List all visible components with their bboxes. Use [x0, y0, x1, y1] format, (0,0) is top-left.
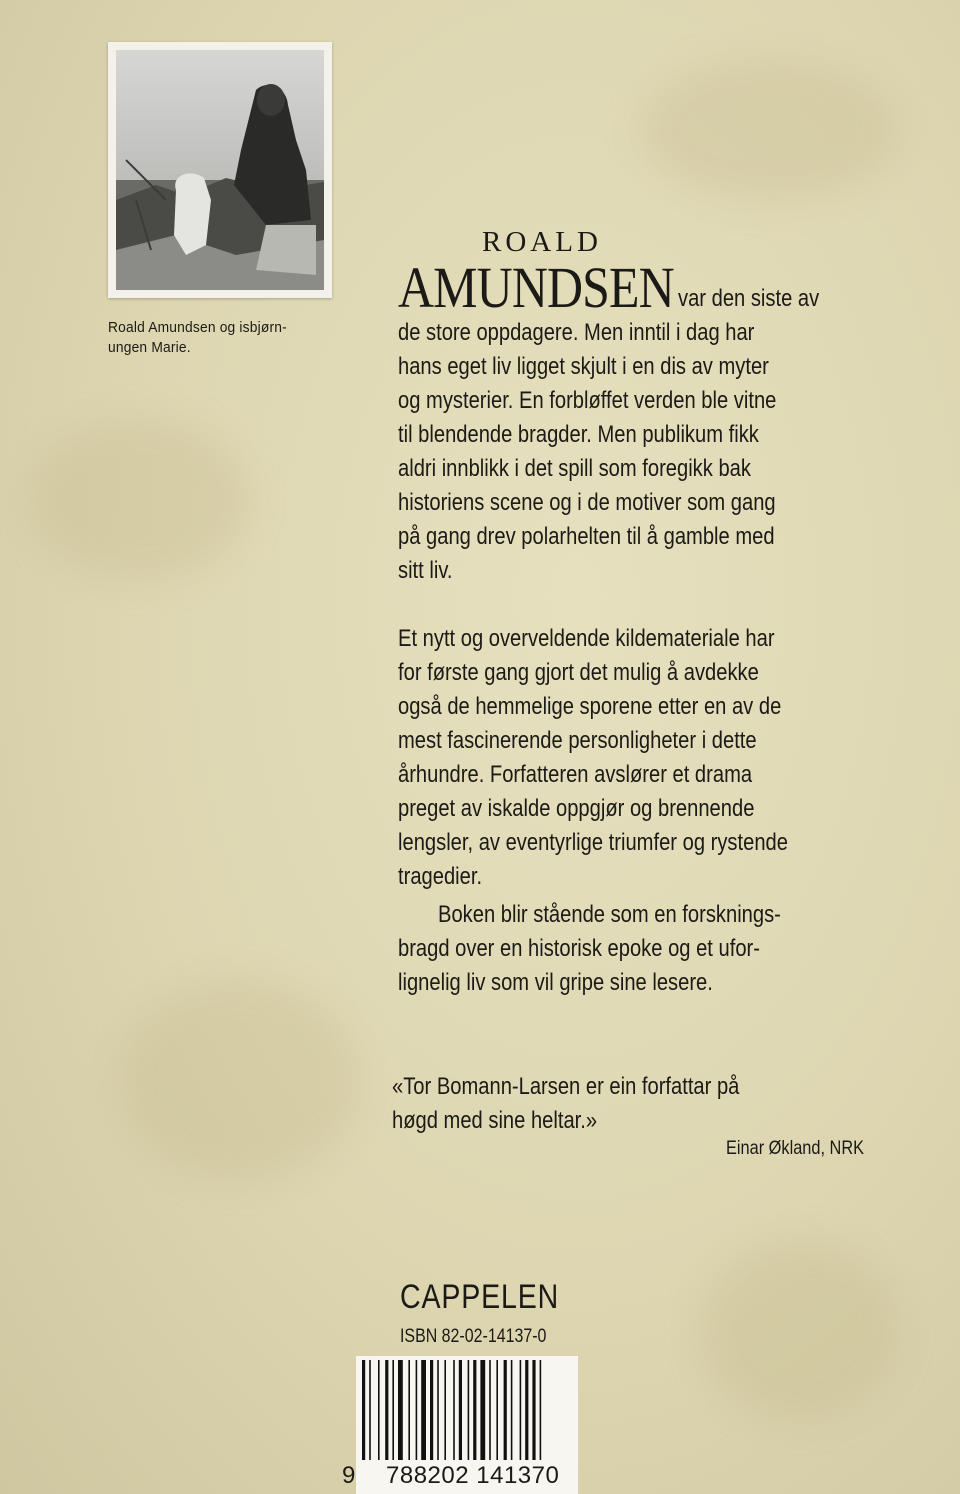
body-line: historiens scene og i de motiver som gang: [398, 489, 776, 516]
barcode-lead-digit: 9: [342, 1462, 356, 1489]
body-line: mest fascinerende personligheter i dette: [398, 727, 757, 754]
body-line: Boken blir stående som en forsknings-: [438, 901, 781, 928]
barcode: [342, 1356, 578, 1494]
paper-stain: [30, 420, 250, 580]
amundsen-photo: [108, 42, 332, 298]
caption-line: Roald Amundsen og isbjørn-: [108, 319, 287, 336]
title-continuation: var den siste av: [678, 285, 820, 312]
quote-line: høgd med sine heltar.»: [392, 1107, 598, 1134]
body-line: lengsler, av eventyrlige triumfer og rystende: [398, 829, 788, 856]
paper-stain: [120, 980, 360, 1180]
photo-caption: [108, 318, 320, 358]
body-line: tragedier.: [398, 863, 483, 890]
isbn-number: ISBN 82-02-14137-0: [400, 1326, 547, 1347]
body-line: bragd over en historisk epoke og et ufor-: [398, 935, 760, 962]
body-line: preget av iskalde oppgjør og brennende: [398, 795, 755, 822]
body-line: på gang drev polarhelten til å gamble med: [398, 523, 775, 550]
body-line: til blendende bragder. Men publikum fikk: [398, 421, 759, 448]
body-line: Et nytt og overveldende kildemateriale har: [398, 625, 775, 652]
barcode-digits: 788202 141370: [386, 1462, 560, 1489]
paper-stain: [700, 1240, 900, 1420]
body-line: og mysterier. En forbløffet verden ble vitne: [398, 387, 777, 414]
body-line: aldri innblikk i det spill som foregikk bak: [398, 455, 751, 482]
title-first-name: ROALD: [482, 226, 602, 258]
quote-attribution: Einar Økland, NRK: [726, 1138, 865, 1159]
body-line: lignelig liv som vil gripe sine lesere.: [398, 969, 713, 996]
publisher-name: CAPPELEN: [400, 1278, 560, 1316]
title-last-name: AMUNDSEN: [398, 255, 674, 320]
paper-stain: [640, 60, 900, 200]
body-line: hans eget liv ligget skjult i en dis av myter: [398, 353, 769, 380]
body-line: de store oppdagere. Men inntil i dag har: [398, 319, 755, 346]
caption-line: ungen Marie.: [108, 339, 191, 356]
quote-line: «Tor Bomann-Larsen er ein forfattar på: [392, 1073, 740, 1100]
body-line: for første gang gjort det mulig å avdekke: [398, 659, 759, 686]
body-line: også de hemmelige sporene etter en av de: [398, 693, 782, 720]
body-line: sitt liv.: [398, 557, 453, 584]
body-line: århundre. Forfatteren avslører et drama: [398, 761, 753, 788]
